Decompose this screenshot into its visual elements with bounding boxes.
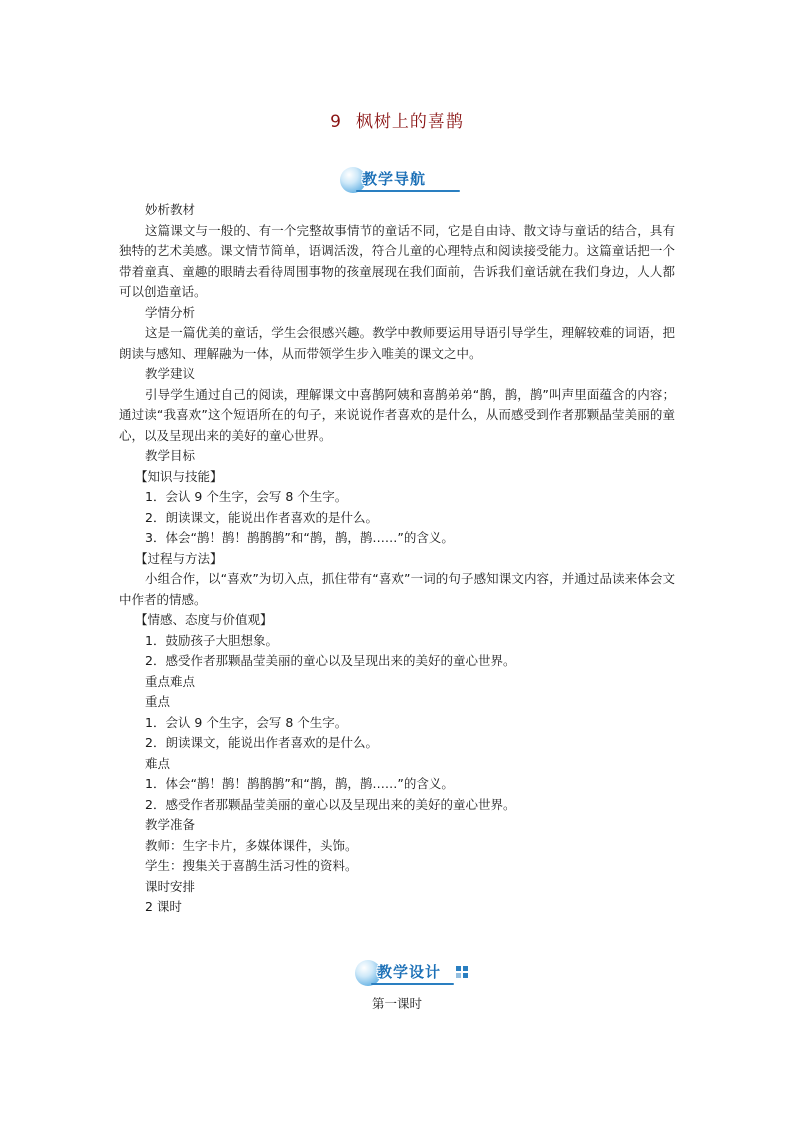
paragraph: 2 课时 [145, 899, 182, 914]
subsection-heading: 重点 [145, 694, 171, 709]
lesson-title [0, 107, 794, 132]
subsection-heading: 【过程与方法】 [135, 550, 223, 566]
paragraph: 学生：搜集关于喜鹊生活习性的资料。 [145, 858, 358, 873]
section-heading: 重点难点 [145, 673, 196, 689]
paragraph: 这是一篇优美的童话，学生会很感兴趣。教学中教师要运用导语引导学生，理解较难的词语，把朗读与感知、理解融为一体，从而带领学生步入唯美的课文之中。 [119, 325, 675, 361]
list-item: 1．会认 9 个生字，会写 8 个生字。 [145, 714, 348, 730]
paragraph: 这篇课文与一般的、有一个完整故事情节的童话不同，它是自由诗、散文诗与童话的结合，具有独特的艺术美感。课文情节简单，语调活泼，符合儿童的心理特点和阅读接受能力。这篇童话把一个带着童真、童趣的眼睛去看待周围事物的孩童展现在我们面前，告诉我们童话就在我们身边，人人都可以创造童话。 [119, 222, 675, 299]
list-item: 1．会认 9 个生字，会写 8 个生字。 [145, 489, 348, 504]
list-item: 2．朗读课文，能说出作者喜欢的是什么。 [145, 509, 378, 525]
banner-underline [356, 190, 460, 192]
list-item: 2．感受作者那颗晶莹美丽的童心以及呈现出来的美好的童心世界。 [145, 796, 516, 812]
section-heading: 教学目标 [145, 448, 196, 463]
banner-label: 教学设计 [377, 963, 442, 981]
section-heading: 教学建议 [145, 366, 196, 381]
banner-label: 教学导航 [362, 170, 427, 188]
subsection-heading: 【情感、态度与价值观】 [135, 612, 273, 627]
list-item: 2．朗读课文，能说出作者喜欢的是什么。 [145, 735, 378, 750]
lesson-period-heading: 第一课时 [371, 996, 422, 1011]
section-heading: 课时安排 [145, 878, 196, 894]
section-heading: 教学准备 [145, 817, 196, 832]
section-heading: 妙析教材 [145, 202, 196, 217]
teaching-navigation-banner [340, 165, 460, 195]
paragraph: 教师：生字卡片，多媒体课件，头饰。 [145, 837, 358, 853]
lesson-plan-body [119, 200, 675, 918]
paragraph: 小组合作，以“喜欢”为切入点，抓住带有“喜欢”一词的句子感知课文内容，并通过品读来体会文中作者的情感。 [119, 571, 675, 607]
paragraph: 引导学生通过自己的阅读，理解课文中喜鹊阿姨和喜鹊弟弟“鹊，鹊，鹊”叫声里面蕴含的内容；通过读“我喜欢”这个短语所在的句子，来说说作者喜欢的是什么，从而感受到作者那颗晶莹美丽的童心，以及呈现出来的美好的童心世界。 [119, 386, 675, 443]
squares-icon [456, 966, 470, 980]
lesson-title-text: 枫树上的喜鹊 [355, 112, 464, 132]
teaching-design-banner [355, 958, 470, 988]
list-item: 1．体会“鹊！鹊！鹊鹊鹊”和“鹊，鹊，鹊……”的含义。 [145, 776, 454, 791]
list-item: 2．感受作者那颗晶莹美丽的童心以及呈现出来的美好的童心世界。 [145, 653, 516, 668]
banner-underline [371, 983, 454, 985]
list-item: 3．体会“鹊！鹊！鹊鹊鹊”和“鹊，鹊，鹊……”的含义。 [145, 530, 454, 545]
subsection-heading: 【知识与技能】 [135, 468, 223, 484]
list-item: 1．鼓励孩子大胆想象。 [145, 632, 278, 648]
subsection-heading: 难点 [145, 755, 171, 771]
lesson-number: 9 [330, 112, 342, 132]
section-heading: 学情分析 [145, 304, 196, 320]
